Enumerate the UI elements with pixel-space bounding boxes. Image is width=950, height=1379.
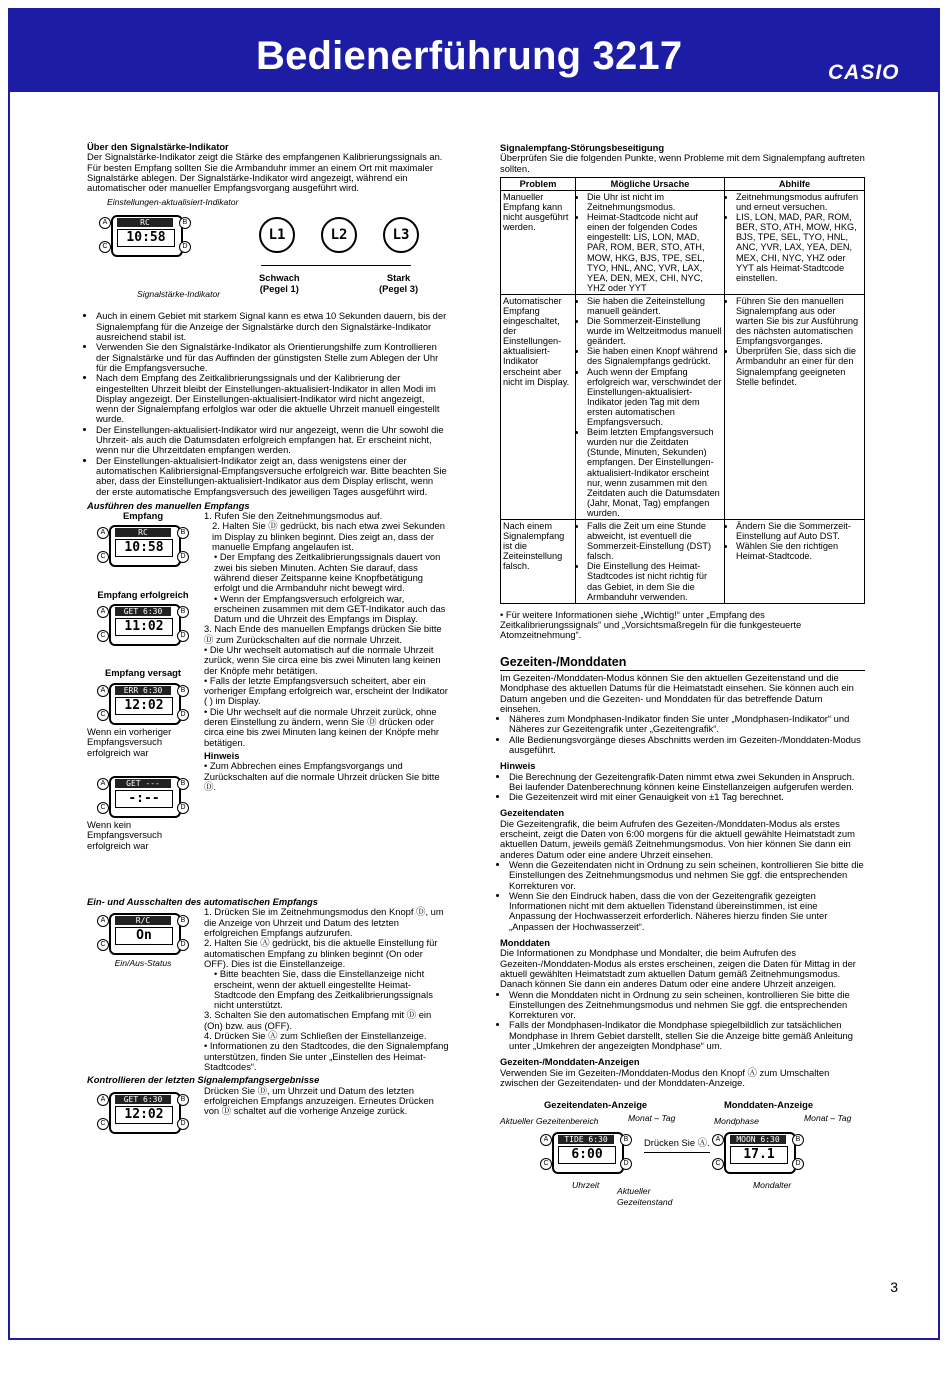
paragraph: Die Gezeitengrafik, die beim Aufrufen des Gezeiten-/Monddaten-Modus als erstes erscheint, zeigt die Daten von 6:00 morgens für die aktuell gewählte Heimatstadt zum aktuellen Datum, jeweils gemäß Zeitnehmungsmodus. Von hier können Sie dann ein anderes Datum oder eine andere Uhrzeit einsehen. bbox=[500, 817, 855, 860]
table-header: Abhilfe bbox=[725, 177, 865, 190]
watch-illustration: MOON 6:30 17.1 A B C D bbox=[712, 1128, 804, 1174]
figure-caption: Ein/Aus-Status bbox=[114, 957, 172, 968]
section-title: Ausführen des manuellen Empfangs bbox=[87, 499, 250, 511]
manual-receive-block bbox=[87, 511, 449, 897]
figure-caption: Wenn kein Empfangsversuch erfolgreich war bbox=[87, 819, 163, 851]
watch-illustration: GET --- -:-- A B C D bbox=[97, 772, 189, 818]
figure-stack bbox=[87, 909, 199, 968]
watch-illustration: GET 6:30 12:02 A B C D bbox=[97, 1088, 189, 1134]
watch-display: 10:58 bbox=[117, 229, 175, 247]
left-column bbox=[87, 142, 449, 1146]
arrow-line bbox=[644, 1152, 710, 1153]
page-title: Bedienerführung 3217 bbox=[256, 34, 683, 78]
step: 3. Nach Ende des manuellen Empfangs drücken Sie bitte Ⓓ zum Zurückschalten auf die normale Uhrzeit. bbox=[204, 623, 442, 645]
casio-logo: CASIO bbox=[828, 61, 900, 84]
step: 3. Schalten Sie den automatischen Empfang mit Ⓓ ein (On) bzw. aus (OFF). bbox=[204, 1009, 432, 1031]
step: 2. Halten Sie Ⓓ gedrückt, bis nach etwa zwei Sekunden im Display zu blinken beginnt. Dies zeigt an, dass der manuelle Empfang angelaufen ist. bbox=[212, 520, 445, 553]
list-item: • Auch in einem Gebiet mit starkem Signal kann es etwa 10 Sekunden dauern, bis der Signalempfang für die Anzeige der Signalstärke durch den Signalstärke-Indikator ausreichend stabil ist. bbox=[96, 311, 449, 342]
right-column bbox=[500, 143, 865, 1220]
figure-label: Uhrzeit bbox=[572, 1180, 600, 1191]
figure-caption: Gezeitendaten-Anzeige bbox=[544, 1099, 648, 1111]
list-item: • Wenn die Gezeitendaten nicht in Ordnung zu sein scheinen, kontrollieren Sie bitte die Einstellungen des Zeitnehmungsmodus und nehmen Sie ggf. die entsprechenden Korrekturen vor. bbox=[509, 860, 865, 891]
figure-label: Drücken Sie Ⓐ. bbox=[644, 1137, 710, 1149]
bullet-list bbox=[87, 311, 449, 496]
table-row: Nach einem Signalempfang ist die Zeiteinstellung falsch. • Falls die Zeit um eine Stunde abweicht, ist eventuell die Sommerzeit-Einstellung (DST) falsch. • Die Einstellung des Heimat-Stadtcodes ist nicht richtig für das Gebiet, in dem Sie die Armbanduhr verwenden. • Ändern Sie die Sommerzeit-Einstellung auf Auto DST. • Wählen Sie den richtigen Heimat-Stadtcode. bbox=[501, 519, 865, 603]
bullet-list bbox=[500, 990, 865, 1052]
figure-caption: Empfang bbox=[122, 510, 164, 522]
arrow-line bbox=[261, 265, 411, 266]
table-header: Mögliche Ursache bbox=[576, 177, 725, 190]
step: • Wenn der Empfangsversuch erfolgreich war, erscheinen zusammen mit dem GET-Indikator auch das Datum und die Uhrzeit des Empfangs im Display. bbox=[214, 592, 446, 625]
level-2: L2 bbox=[321, 217, 357, 253]
section-title: Gezeiten-/Monddaten-Anzeigen bbox=[500, 1056, 640, 1068]
last-result-block bbox=[87, 1086, 449, 1146]
section-title: Ein- und Ausschalten des automatischen Empfangs bbox=[87, 896, 318, 908]
figure-label: Monat – Tag bbox=[804, 1113, 852, 1124]
watch-top-display: RC bbox=[117, 218, 173, 227]
section-title: Signalempfang-Störungsbeseitigung bbox=[500, 142, 665, 153]
list-item: • Verwenden Sie den Signalstärke-Indikator als Orientierungshilfe zum Kontrollieren der Signalstärke und für das Auffinden der günstigsten Stelle zum Ablegen der Uhr für die Empfangsversuche. bbox=[96, 342, 449, 373]
note-title: Hinweis bbox=[204, 749, 240, 761]
paragraph: • Für weitere Informationen siehe „Wichtig!“ unter „Empfang des Zeitkalibrierungssignals“ und „Vorsichtsmaßregeln für die funkgesteuerte Atomzeitnehmung“. bbox=[500, 608, 802, 641]
signal-levels bbox=[259, 217, 419, 253]
strong-label: Stark (Pegel 3) bbox=[379, 272, 419, 294]
note-text: • Zum Abbrechen eines Empfangsvorgangs und Zurückschalten auf die normale Uhrzeit drücken Sie bitte Ⓓ. bbox=[204, 760, 440, 792]
watch-illustration: R/C On A B C D bbox=[97, 909, 189, 955]
section-title: Über den Signalstärke-Indikator bbox=[87, 141, 229, 152]
paragraph: Im Gezeiten-/Monddaten-Modus können Sie den aktuellen Gezeitenstand und die Mondphase des aktuellen Datums für die Heimatstadt einsehen. Sie können auch ein Datum angeben und die Gezeiten- und Monddaten für das betreffende Datum einsehen. bbox=[500, 671, 854, 714]
figure-label: Einstellungen-aktualisiert-Indikator bbox=[107, 197, 239, 208]
step: 1. Drücken Sie im Zeitnehmungsmodus den Knopf Ⓓ, um die Anzeige von Uhrzeit und Datum des letzten erfolgreichen Empfangs aufzurufen. bbox=[204, 906, 444, 939]
bullet-list bbox=[500, 860, 865, 932]
figure-caption: Wenn ein vorheriger Empfangsversuch erfolgreich war bbox=[87, 725, 172, 758]
figure-label: Mondphase bbox=[714, 1116, 759, 1127]
table-row: Manueller Empfang kann nicht ausgeführt werden. • Die Uhr ist nicht im Zeitnehmungsmodus. • Heimat-Stadtcode nicht auf einen der folgenden Codes eingestellt: LIS, LON, MAD, PAR, ROM, BER, STO, ATH, MOW, HKG, BJS, TPE, SEL, TYO, HNL, ANC, YVR, LAX, YEA, DEN, MEX, CHI, NYC, YHZ oder YYT • Zeitnehmungsmodus aufrufen und erneut versuchen. • LIS, LON, MAD, PAR, ROM, BER, STO, ATH, MOW, HKG, BJS, TPE, SEL, TYO, HNL, ANC, YVR, LAX, YEA, DEN, MEX, CHI, NYC, YHZ oder YYT als Heimat-Stadtcode einstellen. bbox=[501, 190, 865, 294]
figure-caption: Empfang versagt bbox=[104, 667, 182, 679]
watch-illustration: RC 10:58 A B C D bbox=[97, 521, 189, 567]
paragraph: Die Informationen zu Mondphase und Mondalter, die beim Aufrufen des Gezeiten-/Monddaten-Modus als erstes erscheinen, zeigen die Daten für Mittag in der aktuell gewählten Heimatstadt zum aktuellen Datum gemäß Zeitnehmungsmodus. Danach können Sie dann ein anderes Datum oder eine andere Uhrzeit anzeigen. bbox=[500, 947, 856, 990]
list-item: • Näheres zum Mondphasen-Indikator finden Sie unter „Mondphasen-Indikator“ und Näheres zur Gezeitengrafik unter „Gezeitengrafik“. bbox=[509, 714, 865, 735]
figure-label: Aktueller Gezeitenbereich bbox=[500, 1116, 599, 1127]
figure-label: Mondalter bbox=[753, 1180, 792, 1191]
figure-label: Signalstärke-Indikator bbox=[137, 289, 221, 300]
bullet-list bbox=[500, 772, 865, 803]
signal-figure bbox=[87, 197, 449, 309]
table-row: Automatischer Empfang eingeschaltet, der Einstellungen-aktualisiert-Indikator erscheint aber nicht im Display. • Sie haben die Zeiteinstellung manuell geändert. • Die Sommerzeit-Einstellung wurde im Weltzeitmodus manuell geändert. • Sie haben einen Knopf während des Signalempfangs gedrückt. • Auch wenn der Empfang erfolgreich war, verschwindet der Einstellungen-aktualisiert-Indikator jeden Tag mit dem ersten automatischen Empfangsversuch. • Beim letzten Empfangsversuch wurden nur die Zeitdaten (Stunde, Minuten, Sekunden) empfangen. Der Einstellungen-aktualisiert-Indikator erscheint nur, wenn zusammen mit den Zeitdaten auch die Datumsdaten (Jahr, Monat, Tag) empfangen wurden. • Führen Sie den manuellen Signalempfang aus oder warten Sie bis zur Ausführung des nächsten automatischen Empfangsvorganges. • Überprüfen Sie, dass sich die Armbanduhr an einer für den Signalempfang geeigneten Stelle befindet. bbox=[501, 294, 865, 519]
watch-illustration: RC 10:58 A B C D bbox=[99, 211, 191, 257]
figure-label: Monat – Tag bbox=[628, 1113, 676, 1124]
list-item: • Die Gezeitenzeit wird mit einer Genauigkeit von ±1 Tag berechnet. bbox=[509, 792, 865, 802]
step: • Die Uhr wechselt auf die normale Uhrzeit zurück, ohne deren Einstellung zu ändern, wenn Sie Ⓓ drücken oder circa eine bis zwei Minuten lang keinen der Knöpfe mehr betätigen. bbox=[204, 705, 440, 748]
step: 2. Halten Sie Ⓐ gedrückt, bis die aktuelle Einstellung für automatischen Empfang zu blinken beginnt (On oder OFF). Dies ist die Einstellanzeige. bbox=[204, 937, 438, 969]
step: 4. Drücken Sie Ⓐ zum Schließen der Einstellanzeige. bbox=[204, 1029, 427, 1041]
note-title: Hinweis bbox=[500, 760, 536, 772]
section-heading: Gezeiten-/Monddaten bbox=[500, 657, 865, 671]
weak-label: Schwach (Pegel 1) bbox=[259, 272, 300, 294]
watch-illustration: GET 6:30 11:02 A B C D bbox=[97, 600, 189, 646]
list-item: • Der Einstellungen-aktualisiert-Indikator zeigt an, dass wenigstens einer der automatischen Kalibriersignal-Empfangsversuche erfolgreich war. Bitte beachten Sie aber, dass der Einstellungen-aktualisiert-Indikator aus dem Display erlischt, wenn der erste automatische Empfangsversuch des jeweiligen Tages ausgeführt wird. bbox=[96, 456, 449, 497]
figure-stack bbox=[87, 511, 199, 851]
figure-caption: Monddaten-Anzeige bbox=[724, 1099, 814, 1111]
figure-label: Aktueller Gezeitenstand bbox=[617, 1186, 673, 1207]
page-number: 3 bbox=[890, 1279, 898, 1295]
bullet-list bbox=[500, 714, 865, 755]
auto-receive-block bbox=[87, 907, 449, 1077]
step: • Der Empfang des Zeitkalibrierungssignals dauert von zwei bis sieben Minuten. Achten Sie darauf, dass während dieser Zeitspanne keine Knopfbetätigung erfolgt und die Armbanduhr nicht bewegt wird. bbox=[214, 551, 441, 594]
tide-moon-figure bbox=[500, 1100, 865, 1220]
section-title: Gezeitendaten bbox=[500, 807, 565, 819]
paragraph: Überprüfen Sie die folgenden Punkte, wenn Probleme mit dem Signalempfang auftreten sollten. bbox=[500, 152, 865, 174]
list-item: • Falls der Mondphasen-Indikator die Mondphase spiegelbildlich zur tatsächlichen Mondphase in Ihrem Gebiet darstellt, stellen Sie die Anzeige bitte gemäß Anleitung unter „Umkehren der angezeigten Mondphase“ um. bbox=[509, 1020, 865, 1051]
paragraph: Drücken Sie Ⓓ, um Uhrzeit und Datum des letzten erfolgreichen Empfangs anzuzeigen. Erneutes Drücken von Ⓓ schaltet auf die vorherige Anzeige zurück. bbox=[204, 1084, 434, 1117]
paragraph: Verwenden Sie im Gezeiten-/Monddaten-Modus den Knopf Ⓐ zum Umschalten zwischen der Gezeitendaten- und der Monddaten-Anzeige. bbox=[500, 1066, 830, 1088]
step: • Die Uhr wechselt automatisch auf die normale Uhrzeit zurück, wenn Sie circa eine bis zwei Minuten lang keinen der Knöpfe mehr betätigen. bbox=[204, 643, 441, 676]
step: • Bitte beachten Sie, dass die Einstellanzeige nicht erscheint, wenn der aktuell eingestellte Heimat-Stadtcode den Empfang des Zeitkalibrierungssignals nicht unterstützt. bbox=[214, 968, 433, 1011]
paragraph: Der Signalstärke-Indikator zeigt die Stärke des empfangenen Kalibrierungssignals an. Für besten Empfang sollten Sie die Armbanduhr immer an einem Ort mit maximaler Signalstärke ablegen. Der Signalstärke-Indikator wird angezeigt, während ein automatischer oder manueller Empfangsvorgang ausgeführt wird. bbox=[87, 151, 443, 194]
table-header: Problem bbox=[501, 177, 576, 190]
list-item: • Nach dem Empfang des Zeitkalibrierungssignals und der Kalibrierung der eingestellten Uhrzeit bleibt der Einstellungen-aktualisiert-Indikator in allen Modi im Display angezeigt. Der Einstellungen-aktualisiert-Indikator wird nicht angezeigt, wenn der Signalempfang erfolglos war oder die aktuelle Uhrzeit manuell eingestellt wurde. bbox=[96, 373, 449, 424]
list-item: • Wenn die Monddaten nicht in Ordnung zu sein scheinen, kontrollieren Sie bitte die Einstellungen des Zeitnehmungsmodus und nehmen Sie ggf. die entsprechenden Korrekturen vor. bbox=[509, 990, 865, 1021]
step-list bbox=[204, 907, 449, 1072]
section-title: Kontrollieren der letzten Signalempfangsergebnisse bbox=[87, 1074, 320, 1086]
figure-caption: Empfang erfolgreich bbox=[97, 588, 189, 600]
list-item: • Die Berechnung der Gezeitengrafik-Daten nimmt etwa zwei Sekunden in Anspruch. Bei laufender Datenberechnung können keine Einstellanzeigen aufgerufen werden. bbox=[509, 772, 865, 793]
troubleshooting-table bbox=[500, 177, 865, 604]
step: • Informationen zu den Stadtcodes, die den Signalempfang unterstützen, finden Sie unter „Einstellen des Heimat-Stadtcodes“. bbox=[204, 1040, 449, 1072]
watch-illustration: ERR 6:30 12:02 A B C D bbox=[97, 679, 189, 725]
list-item: • Alle Bedienungsvorgänge dieses Abschnitts werden im Gezeiten-/Monddaten-Modus ausgeführt. bbox=[509, 735, 865, 756]
step: • Falls der letzte Empfangsversuch scheitert, aber ein vorheriger Empfang erfolgreich war, erscheint der Indikator ( ) im Display. bbox=[204, 674, 448, 707]
watch-illustration: TIDE 6:30 6:00 A B C D bbox=[540, 1128, 632, 1174]
list-item: • Wenn Sie den Eindruck haben, dass die von der Gezeitengrafik gezeigten Informationen nicht mit dem aktuellen Tidenstand übereinstimmen, ist eine Anpassung der Hochwasserzeit erforderlich. Näheres hierzu finden Sie unter „Anpassen der Hochwasserzeit“. bbox=[509, 891, 865, 932]
step-list bbox=[204, 511, 449, 792]
level-1: L1 bbox=[259, 217, 295, 253]
step: 1. Rufen Sie den Zeitnehmungsmodus auf. bbox=[204, 510, 383, 522]
list-item: • Der Einstellungen-aktualisiert-Indikator wird nur angezeigt, wenn die Uhr sowohl die Uhrzeit- als auch die Datumsdaten erfolgreich empfangen hat. Er erscheint nicht, wenn nur die Uhrzeitdaten empfangen werden. bbox=[96, 425, 449, 456]
section-title: Monddaten bbox=[500, 937, 550, 949]
level-3: L3 bbox=[383, 217, 419, 253]
